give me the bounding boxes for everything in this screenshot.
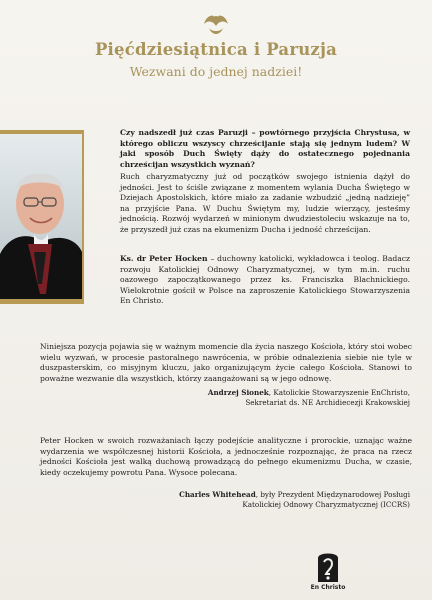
intro-text: Ruch charyzmatyczny już od początków swojego istnienia dążył do jedności. Jest to ściśle związane z momentem wylania Ducha Świętego w Dziejach Apostolskich, które miało za zadanie wzbudzić „jedną nadzieję” na przyjście Pana. W Duchu Świętym my, ludzie wierzący, jesteśmy jednością. Rozwój wydarzeń w minionym dwudziestoleciu wskazuje na to, że przyszedł już czas na ekumenizm Ducha i jedność chrześcijan. — [120, 172, 410, 234]
endorsement-2-signature — [170, 490, 410, 510]
en-christo-logo-icon — [310, 548, 346, 584]
publisher-label: En Christo — [310, 584, 346, 591]
author-bio — [120, 254, 410, 307]
endorsement-1-text: Niniejsza pozycja pojawia się w ważnym momencie dla życia naszego Kościoła, który stoi wobec wielu wyzwań, w procesie pastoralnego nawrócenia, w próbie odnalezienia siebie nie tyle w duszpasterskim, co misyjnym kluczu, jako organizującym życie całego Kościoła. Stanowi to poważne wezwanie dla wszystkich, którzy zaangażowani są w jego odnowę. — [40, 342, 412, 383]
endorsement-2-text: Peter Hocken w swoich rozważaniach łączy podejście analityczne i prorockie, uznając ważne wydarzenia we współczesnej historii Kościoła, a jednocześnie rozpoznając, że praca na rzecz jedności Kościoła jest walką duchową prowadzącą do pełnego ekumenizmu Ducha, w czasie, kiedy oczekujemy powrotu Pana. Wysoce polecana. — [40, 436, 412, 477]
author-photo — [0, 134, 82, 299]
book-subtitle: Wezwani do jednej nadziei! — [129, 64, 303, 79]
book-title: Pięćdziesiątnica i Paruzja — [94, 40, 338, 59]
endorsement-2-name: Charles Whitehead — [179, 490, 256, 499]
author-name: Ks. dr Peter Hocken — [120, 254, 208, 263]
endorsement-1-name: Andrzej Sionek — [207, 388, 269, 397]
endorsement-1-role: , Katolickie Stowarzyszenie EnChristo, Sekretariat ds. NE Archidiecezji Krakowskiej — [245, 388, 410, 407]
endorsement-1-signature — [170, 388, 410, 408]
author-bio-text: – duchowny katolicki, wykładowca i teolog. Badacz rozwoju Katolickiej Odnowy Charyzmatycznej, w tym m.in. ruchu oazowego zapoczątkowanego przez ks. Franciszka Blachnickiego. Wielokrotnie gościł w Polsce na zaproszenie Katolickiego Stowarzyszenia En Christo. — [120, 254, 410, 306]
endorsement-2-role: , były Prezydent Międzynarodowej Posługi Katolickiej Odnowy Charyzmatycznej (ICCRS) — [242, 490, 410, 509]
publisher-logo — [310, 548, 346, 594]
question-text: Czy nadszedł już czas Paruzji – powtórnego przyjścia Chrystusa, w którego obliczu wszyscy chrześcijanie stają się jednym ludem? W jaki sposób Duch Święty dąży do ostatecznego pojednania chrześcijan wszystkich wyznań? — [120, 128, 410, 169]
dove-logo-icon — [200, 10, 232, 38]
